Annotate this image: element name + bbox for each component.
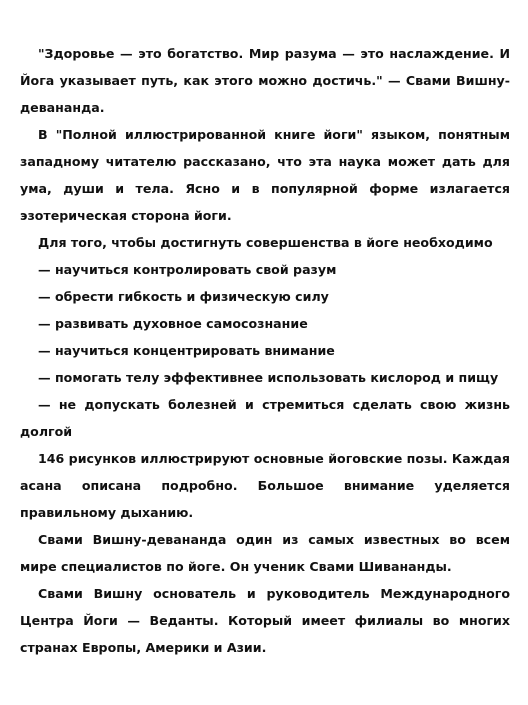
author-paragraph: Свами Вишну-девананда один из самых известных во всем мире специалистов по йоге. Он ученик Свами Шивананды. bbox=[20, 532, 510, 574]
book-description-paragraph: В "Полной иллюстрированной книге йоги" языком, понятным западному читателю рассказано, что эта наука может дать для ума, души и тела. Ясно и в популярной форме излагается эзотерическая сторона йоги. bbox=[20, 127, 510, 223]
list-item: — научиться концентрировать внимание bbox=[38, 343, 335, 358]
list-item: — научиться контролировать свой разум bbox=[38, 262, 337, 277]
list-item: — не допускать болезней и стремиться сделать свою жизнь долгой bbox=[20, 397, 510, 439]
list-item: — помогать телу эффективнее использовать кислород и пищу bbox=[38, 370, 499, 385]
list-item: — развивать духовное самосознание bbox=[38, 316, 308, 331]
list-item: — обрести гибкость и физическую силу bbox=[38, 289, 329, 304]
center-paragraph: Свами Вишну основатель и руководитель Международного Центра Йоги — Веданты. Который имеет филиалы во многих странах Европы, Америки и Азии. bbox=[20, 586, 510, 655]
list-intro-paragraph: Для того, чтобы достигнуть совершенства в йоге необходимо bbox=[38, 235, 493, 250]
illustrations-paragraph: 146 рисунков иллюстрируют основные йоговские позы. Каждая асана описана подробно. Большое внимание уделяется правильному дыханию. bbox=[20, 451, 510, 520]
quote-paragraph: "Здоровье — это богатство. Мир разума — это наслаждение. И Йога указывает путь, как этого можно достичь." — Свами Вишну-девананда. bbox=[20, 46, 510, 115]
book-annotation bbox=[20, 40, 510, 661]
